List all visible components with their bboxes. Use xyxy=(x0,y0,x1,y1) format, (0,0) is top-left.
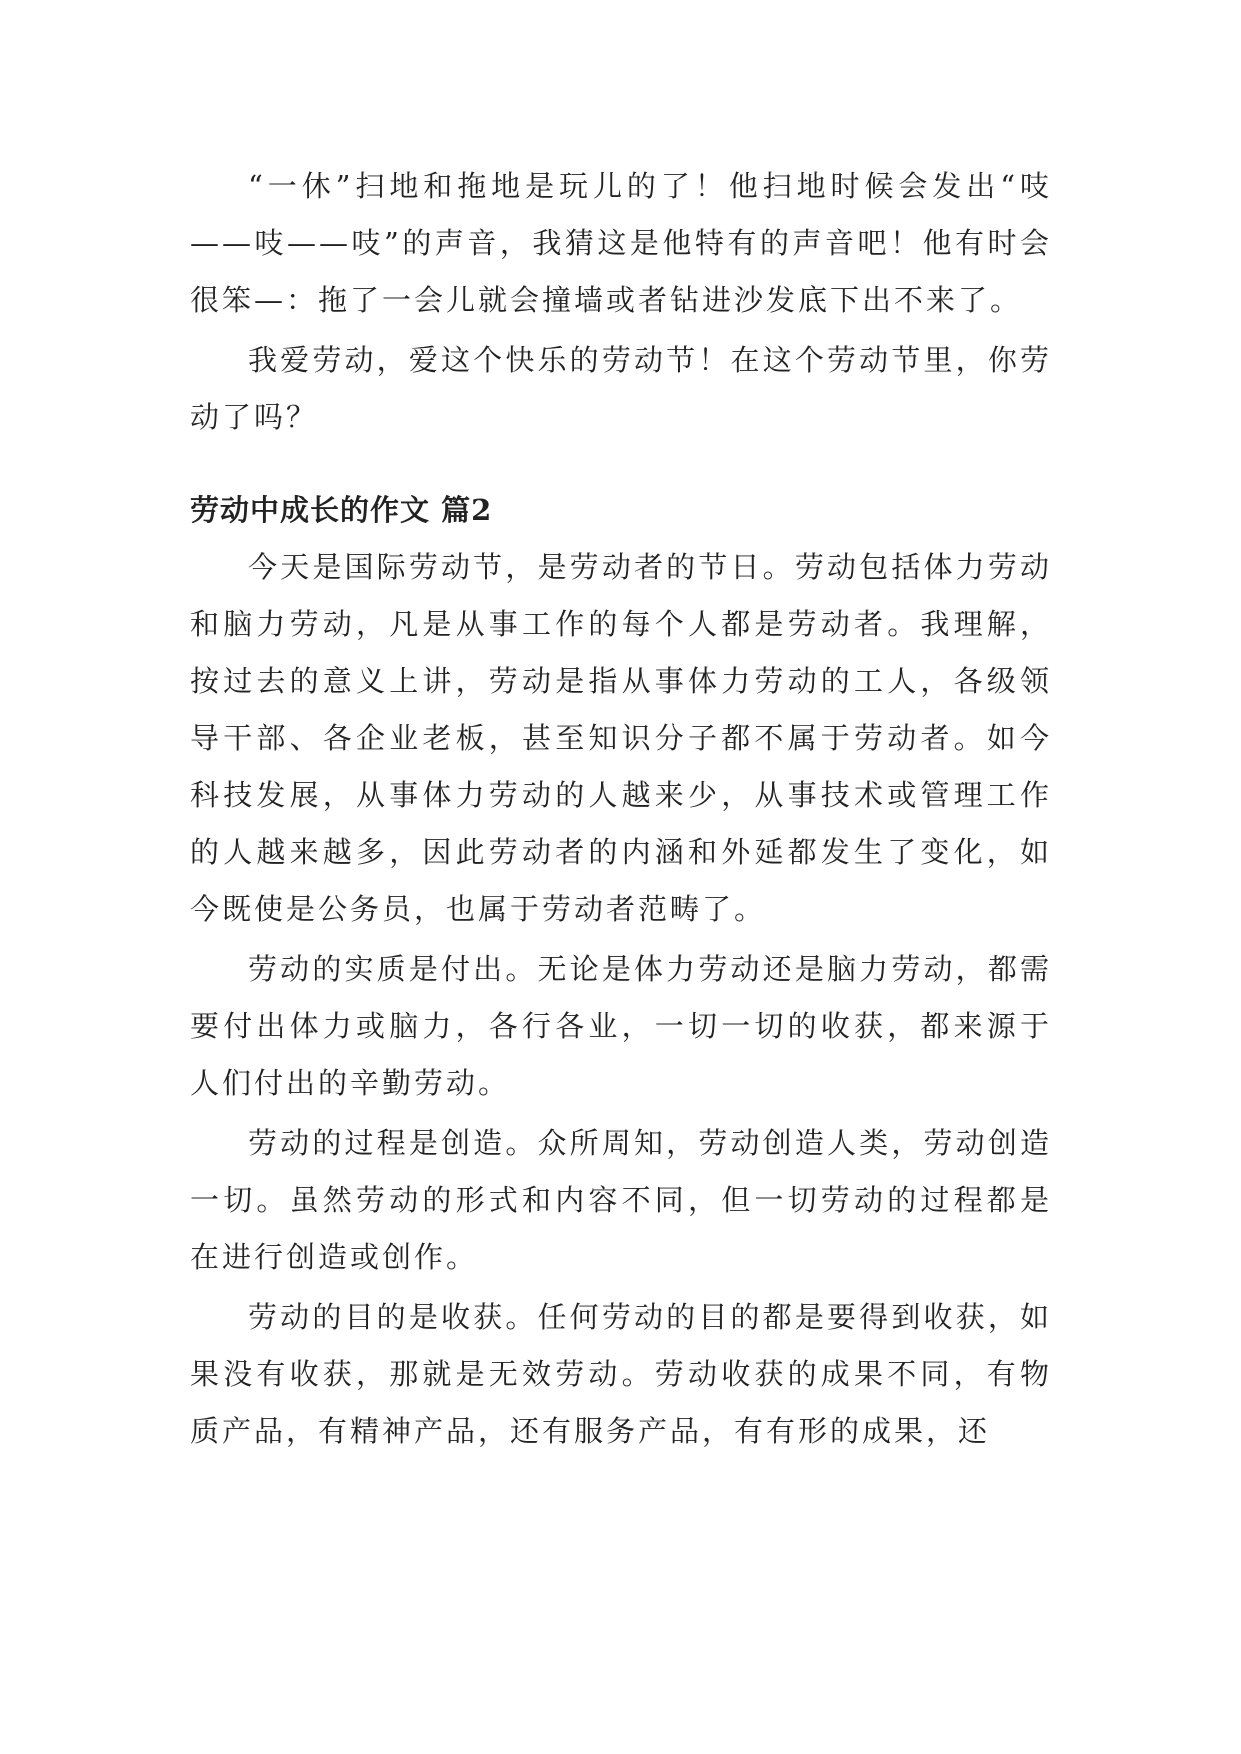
paragraph-labor-process: 劳动的过程是创造。众所周知，劳动创造人类，劳动创造一切。虽然劳动的形式和内容不同，但一切劳动的过程都是在进行创造或创作。 xyxy=(190,1126,1052,1274)
paragraph-labor-purpose: 劳动的目的是收获。任何劳动的目的都是要得到收获，如果没有收获，那就是无效劳动。劳动收获的成果不同，有物质产品，有精神产品，还有服务产品，有有形的成果，还 xyxy=(190,1300,1052,1448)
section-heading: 劳动中成长的作文 篇2 xyxy=(190,493,493,527)
paragraph-yixiu-cleaning: “一休”扫地和拖地是玩儿的了！他扫地时候会发出“吱——吱——吱”的声音，我猜这是他特有的声音吧！他有时会很笨—：拖了一会儿就会撞墙或者钻进沙发底下出不来了。 xyxy=(190,169,1052,317)
paragraph-labor-day: 今天是国际劳动节，是劳动者的节日。劳动包括体力劳动和脑力劳动，凡是从事工作的每个人都是劳动者。我理解，按过去的意义上讲，劳动是指从事体力劳动的工人，各级领导干部、各企业老板，甚至知识分子都不属于劳动者。如今科技发展，从事体力劳动的人越来少，从事技术或管理工作的人越来越多，因此劳动者的内涵和外延都发生了变化，如今既使是公务员，也属于劳动者范畴了。 xyxy=(190,550,1052,926)
paragraph-labor-essence: 劳动的实质是付出。无论是体力劳动还是脑力劳动，都需要付出体力或脑力，各行各业，一切一切的收获，都来源于人们付出的辛勤劳动。 xyxy=(190,952,1052,1100)
paragraph-love-labor: 我爱劳动，爱这个快乐的劳动节！在这个劳动节里，你劳动了吗？ xyxy=(190,343,1052,434)
document-body xyxy=(190,158,1052,1460)
section-spacer xyxy=(190,446,1052,482)
